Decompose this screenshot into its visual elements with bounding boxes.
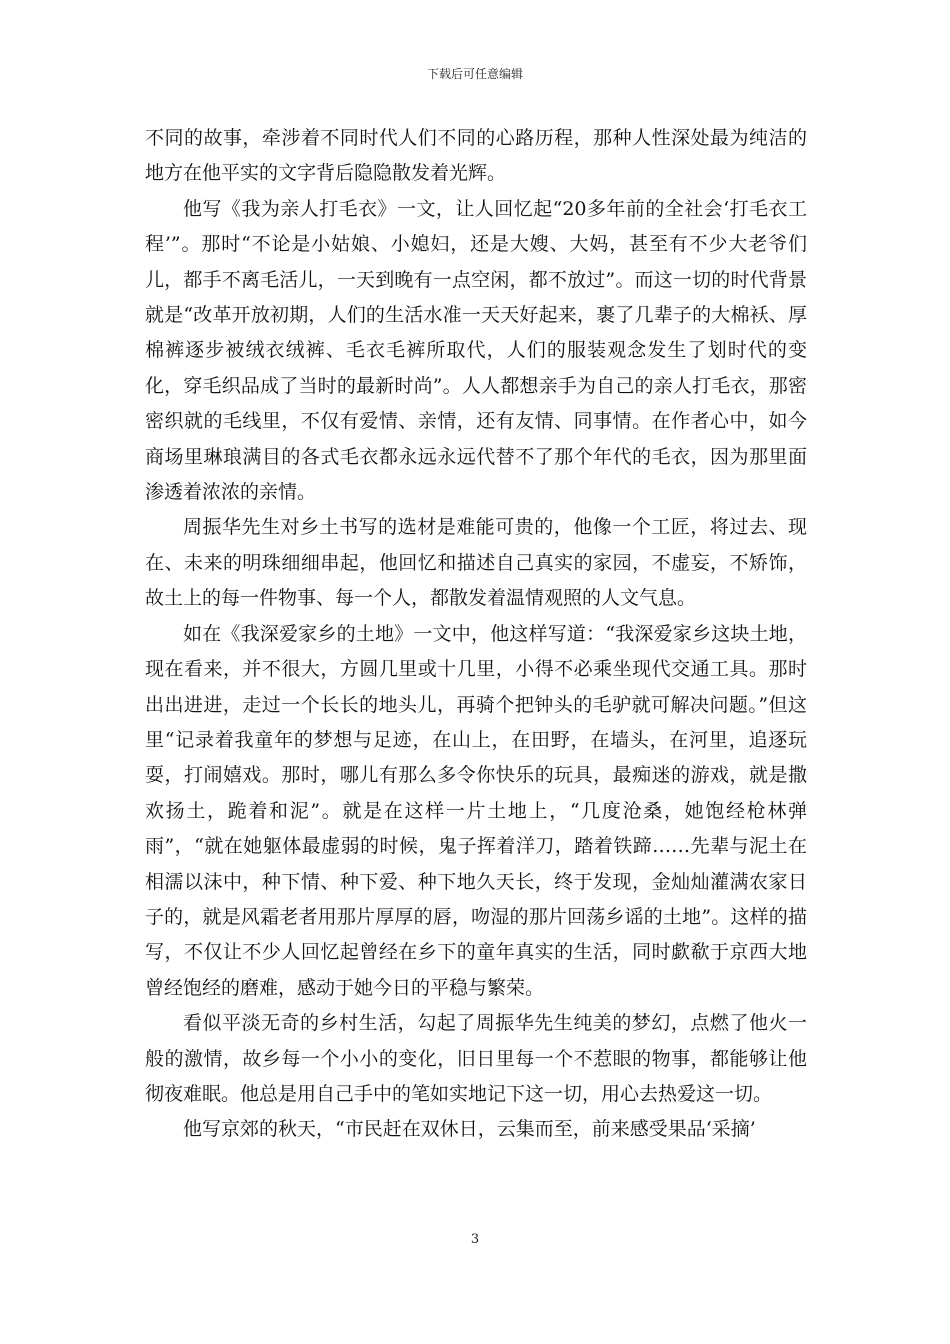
- page-number: 3: [470, 1232, 480, 1247]
- document-body: [145, 121, 807, 1148]
- paragraph-continuation: 不同的故事，牵涉着不同时代人们不同的心路历程，那种人性深处最为纯洁的地方在他平实的文字背后隐隐散发着光辉。: [145, 127, 807, 185]
- paragraph-village-life: 看似平淡无奇的乡村生活，勾起了周振华先生纯美的梦幻，点燃了他火一般的激情，故乡每一个小小的变化，旧日里每一个不惹眼的物事，都能够让他彻夜难眠。他总是用自己手中的笔如实地记下这一切，用心去热爱这一切。: [145, 1012, 807, 1105]
- paragraph-sweater: 他写《我为亲人打毛衣》一文，让人回忆起“20多年前的全社会‘打毛衣工程’”。那时“不论是小姑娘、小媳妇，还是大嫂、大妈，甚至有不少大老爷们儿，都手不离毛活儿，一天到晚有一点空闲，都不放过”。而这一切的时代背景就是“改革开放初期，人们的生活水准一天天好起来，裹了几辈子的大棉袄、厚棉裤逐步被绒衣绒裤、毛衣毛裤所取代，人们的服装观念发生了划时代的变化，穿毛织品成了当时的最新时尚”。人人都想亲手为自己的亲人打毛衣，那密密织就的毛线里，不仅有爱情、亲情，还有友情、同事情。在作者心中，如今商场里琳琅满目的各式毛衣都永远永远代替不了那个年代的毛衣，因为那里面渗透着浓浓的亲情。: [145, 197, 807, 504]
- page-header: 下载后可任意编辑: [426, 67, 523, 81]
- paragraph-autumn: 他写京郊的秋天，“市民赶在双休日，云集而至，前来感受果品‘采摘’: [183, 1118, 756, 1141]
- paragraph-homeland-writing: 周振华先生对乡土书写的选材是难能可贵的，他像一个工匠，将过去、现在、未来的明珠细细串起，他回忆和描述自己真实的家园，不虚妄，不矫饰，故土上的每一件物事、每一个人，都散发着温情观照的人文气息。: [145, 516, 807, 610]
- paragraph-love-of-land: 如在《我深爱家乡的土地》一文中，他这样写道：“我深爱家乡这块土地，现在看来，并不很大，方圆几里或十几里，小得不必乘坐现代交通工具。那时出出进进，走过一个长长的地头儿，再骑个把钟头的毛驴就可解决问题。”但这里“记录着我童年的梦想与足迹，在山上，在田野，在墙头，在河里，追逐玩耍，打闹嬉戏。那时，哪儿有那么多令你快乐的玩具，最痴迷的游戏，就是撒欢扬土，跪着和泥”。就是在这样一片土地上，“几度沧桑，她饱经枪林弹雨”，“就在她躯体最虚弱的时候，鬼子挥着洋刀，踏着铁蹄……先辈与泥土在相濡以沫中，种下情、种下爱、种下地久天长，终于发现，金灿灿灌满农家日子的，就是风霜老者用那片厚厚的唇，吻湿的那片回荡乡谣的土地”。这样的描写，不仅让不少人回忆起曾经在乡下的童年真实的生活，同时歔欷于京西大地曾经饱经的磨难，感动于她今日的平稳与繁荣。: [145, 622, 807, 999]
